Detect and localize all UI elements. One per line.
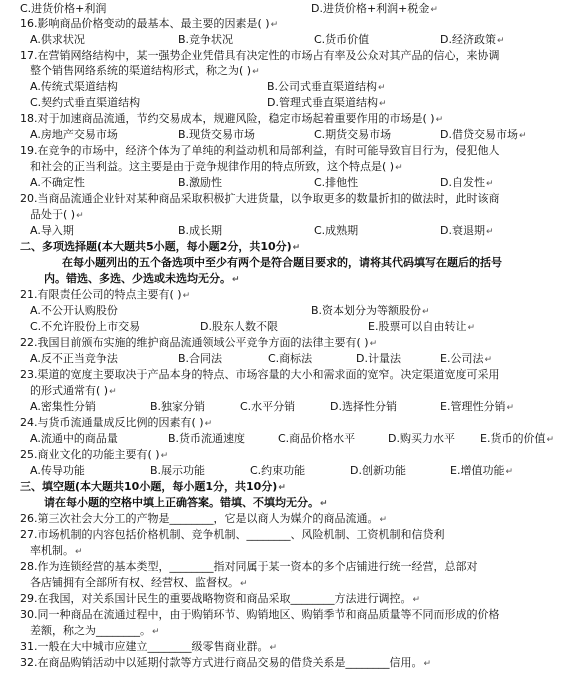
paragraph-mark: ↵ bbox=[270, 20, 279, 30]
line-text: D.购买力水平 bbox=[388, 432, 455, 445]
text-line bbox=[178, 176, 222, 190]
text-line bbox=[168, 432, 245, 446]
text-line bbox=[440, 352, 492, 366]
text-line bbox=[44, 496, 328, 510]
line-text: 二、多项选择题(本大题共5小题，每小题2分，共10分) bbox=[20, 240, 292, 253]
line-text: 24.与货币流通量成反比例的因素有( ) bbox=[20, 416, 204, 429]
line-text: C.货币价值 bbox=[314, 33, 370, 46]
line-text: 请在每小题的空格中填上正确答案。错填、不填均无分。 bbox=[44, 496, 319, 509]
text-line bbox=[311, 304, 430, 318]
text-line bbox=[30, 224, 74, 238]
line-text: A.反不正当竞争法 bbox=[30, 352, 118, 365]
line-text: A.不确定性 bbox=[30, 176, 85, 189]
paragraph-mark: ↵ bbox=[546, 435, 554, 445]
text-line bbox=[20, 368, 500, 382]
paragraph-mark: ↵ bbox=[76, 211, 84, 221]
line-text: 27.市场机制的内容包括价格机制、竞争机制、________、风险机制、工资机制和信贷利 bbox=[20, 528, 445, 541]
line-text: A.房地产交易市场 bbox=[30, 128, 118, 141]
text-line bbox=[20, 288, 190, 302]
line-text: A.流通中的商品量 bbox=[30, 432, 118, 445]
text-line bbox=[30, 352, 118, 366]
line-text: 28.作为连锁经营的基本类型，________指对同属于某一资本的多个店铺进行统一经营，总部对 bbox=[20, 560, 478, 573]
line-text: E.公司法 bbox=[440, 352, 484, 365]
paragraph-mark: ↵ bbox=[496, 36, 505, 46]
paragraph-mark: ↵ bbox=[395, 163, 403, 173]
text-line bbox=[178, 33, 233, 47]
paragraph-mark: ↵ bbox=[369, 339, 378, 349]
line-text: A.供求状况 bbox=[30, 33, 85, 46]
paragraph-mark: ↵ bbox=[378, 83, 386, 93]
text-line bbox=[178, 352, 222, 366]
text-line bbox=[440, 176, 494, 190]
text-line bbox=[314, 33, 369, 47]
paragraph-mark: ↵ bbox=[430, 5, 438, 15]
paragraph-mark: ↵ bbox=[75, 547, 83, 557]
line-text: D.计量法 bbox=[356, 352, 401, 365]
text-line bbox=[200, 320, 278, 334]
line-text: 23.渠道的宽度主要取决于产品本身的特点、市场容量的大小和需求面的宽窄。决定渠道宽度可采用 bbox=[20, 368, 500, 381]
text-line bbox=[440, 33, 505, 47]
line-text: B.激励性 bbox=[178, 176, 223, 189]
text-line bbox=[440, 400, 514, 414]
text-line bbox=[388, 432, 455, 446]
line-text: D.进货价格+利润+税金 bbox=[311, 2, 430, 15]
line-text: 32.在商品购销活动中以延期付款等方式进行商品交易的借贷关系是________信用。 bbox=[20, 656, 423, 669]
text-line bbox=[440, 224, 494, 238]
text-line bbox=[278, 432, 355, 446]
paragraph-mark: ↵ bbox=[518, 131, 527, 141]
text-line bbox=[30, 432, 118, 446]
line-text: B.竞争状况 bbox=[178, 33, 234, 46]
line-text: 在每小题列出的五个备选项中至少有两个是符合题目要求的，请将其代码填写在题后的括号 bbox=[62, 256, 502, 269]
line-text: C.契约式垂直渠道结构 bbox=[30, 96, 141, 109]
line-text: D.借贷交易市场 bbox=[440, 128, 518, 141]
text-line bbox=[20, 608, 500, 622]
line-text: 16.影响商品价格变动的最基本、最主要的因素是( ) bbox=[20, 17, 270, 30]
line-text: 21.有限责任公司的特点主要有( ) bbox=[20, 288, 182, 301]
line-text: E.股票可以自由转让 bbox=[368, 320, 467, 333]
text-line bbox=[20, 656, 431, 670]
text-line bbox=[178, 128, 255, 142]
text-line bbox=[30, 384, 117, 398]
line-text: C.商品价格水平 bbox=[278, 432, 356, 445]
line-text: 31.一般在大中城市应建立________级零售商业群。 bbox=[20, 640, 269, 653]
line-text: 品处于( ) bbox=[30, 208, 76, 221]
text-line bbox=[30, 320, 140, 334]
text-line bbox=[20, 2, 106, 16]
text-line bbox=[30, 208, 84, 222]
paragraph-mark: ↵ bbox=[467, 323, 475, 333]
line-text: D.自发性 bbox=[440, 176, 485, 189]
line-text: B.货币流通速度 bbox=[168, 432, 246, 445]
line-text: 25.商业文化的功能主要有( ) bbox=[20, 448, 160, 461]
line-text: B.公司式垂直渠道结构 bbox=[267, 80, 378, 93]
line-text: 差额，称之为________。 bbox=[30, 624, 151, 637]
paragraph-mark: ↵ bbox=[378, 99, 387, 109]
text-line bbox=[30, 128, 118, 142]
paragraph-mark: ↵ bbox=[109, 387, 117, 397]
paragraph-mark: ↵ bbox=[252, 67, 260, 77]
paragraph-mark: ↵ bbox=[232, 275, 240, 285]
line-text: B.独家分销 bbox=[150, 400, 206, 413]
text-line bbox=[30, 464, 85, 478]
text-line bbox=[150, 464, 205, 478]
paragraph-mark: ↵ bbox=[269, 643, 278, 653]
text-line bbox=[20, 512, 387, 526]
line-text: D.管理式垂直渠道结构 bbox=[267, 96, 378, 109]
text-line bbox=[30, 160, 403, 174]
text-line bbox=[20, 416, 212, 430]
paragraph-mark: ↵ bbox=[505, 467, 513, 477]
line-text: C.进货价格+利润 bbox=[20, 2, 107, 15]
text-line bbox=[20, 640, 277, 654]
line-text: A.传导功能 bbox=[30, 464, 85, 477]
text-line bbox=[356, 352, 401, 366]
line-text: 20.当商品流通企业针对某种商品采取积极扩大进货量，以争取更多的数量折扣的做法时，此时该商 bbox=[20, 192, 500, 205]
line-text: C.期货交易市场 bbox=[314, 128, 392, 141]
line-text: E.管理性分销 bbox=[440, 400, 506, 413]
line-text: C.约束功能 bbox=[250, 464, 306, 477]
text-line bbox=[20, 192, 500, 206]
line-text: 内。错选、多选、少选或未选均无分。 bbox=[44, 272, 231, 285]
text-line bbox=[30, 96, 140, 110]
text-line bbox=[30, 544, 83, 558]
text-line bbox=[314, 224, 358, 238]
paragraph-mark: ↵ bbox=[240, 579, 248, 589]
line-text: C.成熟期 bbox=[314, 224, 359, 237]
line-text: 和社会的正当利益。这主要是由于竞争规律作用的特点所致，这个特点是( ) bbox=[30, 160, 395, 173]
line-text: 26.第三次社会大分工的产物是________，它是以商人为媒介的商品流通。 bbox=[20, 512, 379, 525]
paragraph-mark: ↵ bbox=[485, 227, 494, 237]
line-text: E.增值功能 bbox=[450, 464, 505, 477]
paragraph-mark: ↵ bbox=[423, 659, 432, 669]
line-text: 率机制。 bbox=[30, 544, 74, 557]
paragraph-mark: ↵ bbox=[435, 115, 444, 125]
text-line bbox=[20, 448, 168, 462]
line-text: C.水平分销 bbox=[240, 400, 296, 413]
paragraph-mark: ↵ bbox=[485, 179, 494, 189]
text-line bbox=[20, 144, 500, 158]
text-line bbox=[30, 33, 85, 47]
line-text: D.经济政策 bbox=[440, 33, 496, 46]
text-line bbox=[30, 80, 118, 94]
line-text: 29.在我国，对关系国计民生的重要战略物资和商品采取________方法进行调控。 bbox=[20, 592, 412, 605]
paragraph-mark: ↵ bbox=[379, 515, 388, 525]
text-line bbox=[330, 400, 397, 414]
text-line bbox=[150, 400, 205, 414]
paragraph-mark: ↵ bbox=[320, 499, 328, 509]
line-text: 整个销售网络系统的渠道结构形式，称之为( ) bbox=[30, 64, 252, 77]
line-text: C.排他性 bbox=[314, 176, 359, 189]
text-line bbox=[30, 624, 160, 638]
text-line bbox=[268, 352, 312, 366]
text-line bbox=[44, 272, 240, 286]
paragraph-mark: ↵ bbox=[160, 451, 169, 461]
text-line bbox=[250, 464, 305, 478]
text-line bbox=[20, 592, 420, 606]
line-text: A.密集性分销 bbox=[30, 400, 96, 413]
text-line bbox=[20, 480, 286, 494]
paragraph-mark: ↵ bbox=[422, 307, 430, 317]
text-line bbox=[30, 304, 118, 318]
paragraph-mark: ↵ bbox=[412, 595, 421, 605]
text-line bbox=[30, 400, 96, 414]
paragraph-mark: ↵ bbox=[506, 403, 514, 413]
text-line bbox=[30, 64, 260, 78]
text-line bbox=[20, 112, 443, 126]
line-text: 三、填空题(本大题共10小题，每小题1分，共10分) bbox=[20, 480, 278, 493]
line-text: B.资本划分为等额股份 bbox=[311, 304, 422, 317]
text-line bbox=[240, 400, 295, 414]
line-text: A.传统式渠道结构 bbox=[30, 80, 118, 93]
line-text: C.不允许股份上市交易 bbox=[30, 320, 141, 333]
line-text: 22.我国目前颁布实施的维护商品流通领域公平竞争方面的法律主要有( ) bbox=[20, 336, 369, 349]
text-line bbox=[311, 2, 438, 16]
line-text: B.现货交易市场 bbox=[178, 128, 256, 141]
line-text: 18.对于加速商品流通，节约交易成本，规避风险，稳定市场起着重要作用的市场是( ) bbox=[20, 112, 435, 125]
text-line bbox=[267, 96, 387, 110]
line-text: C.商标法 bbox=[268, 352, 313, 365]
text-line bbox=[20, 17, 278, 31]
text-line bbox=[20, 336, 377, 350]
paragraph-mark: ↵ bbox=[152, 627, 160, 637]
text-line bbox=[368, 320, 475, 334]
text-line bbox=[350, 464, 406, 478]
line-text: A.导入期 bbox=[30, 224, 74, 237]
line-text: B.展示功能 bbox=[150, 464, 206, 477]
paragraph-mark: ↵ bbox=[484, 355, 492, 365]
text-line bbox=[178, 224, 222, 238]
line-text: A.不公开认购股份 bbox=[30, 304, 118, 317]
text-line bbox=[314, 176, 358, 190]
line-text: 19.在竞争的市场中，经济个体为了单纯的利益动机和局部利益，有时可能导致盲目行为，侵犯他人 bbox=[20, 144, 500, 157]
paragraph-mark: ↵ bbox=[278, 483, 286, 493]
text-line bbox=[440, 128, 527, 142]
line-text: D.创新功能 bbox=[350, 464, 406, 477]
text-line bbox=[20, 49, 500, 63]
line-text: D.衰退期 bbox=[440, 224, 485, 237]
line-text: 的形式通常有( ) bbox=[30, 384, 109, 397]
line-text: 17.在营销网络结构中，某一强势企业凭借具有决定性的市场占有率及公众对其产品的信心，来协调 bbox=[20, 49, 500, 62]
line-text: B.成长期 bbox=[178, 224, 223, 237]
text-line bbox=[62, 256, 502, 270]
line-text: D.股东人数不限 bbox=[200, 320, 278, 333]
line-text: 各店铺拥有全部所有权、经营权、监督权。 bbox=[30, 576, 239, 589]
text-line bbox=[267, 80, 386, 94]
text-line bbox=[20, 240, 300, 254]
paragraph-mark: ↵ bbox=[292, 243, 301, 253]
text-line bbox=[314, 128, 391, 142]
line-text: 30.同一种商品在流通过程中，由于购销环节、购销地区、购销季节和商品质量等不同而形成的价格 bbox=[20, 608, 500, 621]
text-line bbox=[30, 176, 85, 190]
paragraph-mark: ↵ bbox=[204, 419, 213, 429]
paragraph-mark: ↵ bbox=[182, 291, 191, 301]
line-text: B.合同法 bbox=[178, 352, 223, 365]
line-text: E.货币的价值 bbox=[480, 432, 546, 445]
line-text: D.选择性分销 bbox=[330, 400, 397, 413]
text-line bbox=[30, 576, 248, 590]
